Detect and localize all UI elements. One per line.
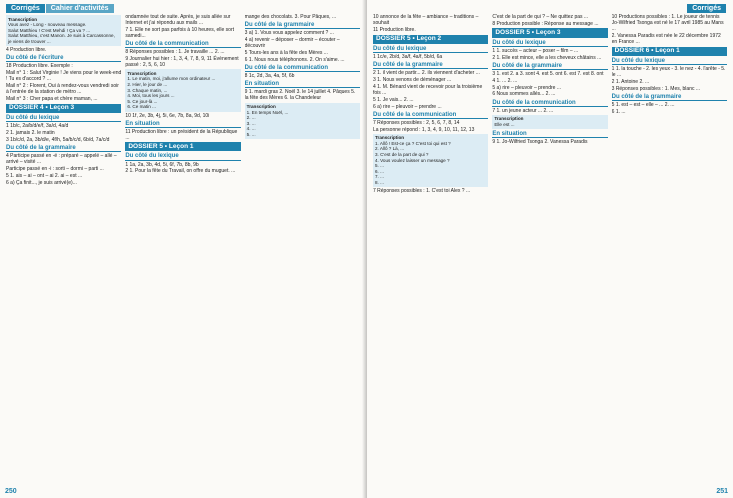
transcription-line: Vous avez - Long - nouveau message. (8, 22, 87, 28)
answer-paragraph: 4 Production libre. (6, 46, 47, 53)
transcription-title: Transcription (494, 116, 524, 122)
answer-paragraph: 9 1. mardi gras 2. Noël 3. le 14 juillet 4. Pâques 5. la fête des Mères 6. la Chandeleur (244, 89, 356, 102)
dossier-heading: DOSSIER 5 • Leçon 3 (492, 28, 607, 37)
answer-paragraph: 3 a) 1. Vous vous appelez comment ? ... (244, 30, 334, 37)
answer-paragraph: C'est de la part de qui ? – Ne quittez pas ... (492, 14, 589, 20)
answer-paragraph: 8 Production possible : Réponse au message ... (492, 20, 599, 27)
right-columns (373, 14, 727, 484)
answer-paragraph: ondamnée tout de suite. Après, je suis allée sur Internet et j'ai répondu aux mails ... (125, 14, 231, 27)
answer-paragraph: 3 1. Nous venons de déménager ... (373, 76, 452, 83)
answer-paragraph: 2. Vanessa Paradis est née le 22 décembre 1972 en France ... (611, 33, 721, 46)
answer-paragraph: 6 a) Ça finit..., je suis arrivé(e)... (6, 179, 77, 186)
transcription-line: 5. ... (246, 131, 256, 137)
transcription-line: 2. Hier, le jour de ... (127, 82, 168, 88)
transcription-line: Salut Matthieu, c'est Manon. Je suis à Carcassonne, je viens de trouver ... (8, 33, 115, 44)
answer-paragraph: 18 Production libre. Exemple : (6, 63, 73, 70)
answer-paragraph: 4 Participe passé en -é : préparé – appelé – allé – arrivé – visité ... (6, 152, 117, 165)
answer-paragraph: 8 Réponses possibles : 1. Je travaille ... 2. ... (125, 49, 225, 56)
left-page (0, 0, 366, 498)
answer-paragraph: 5 1. Je vais... 2. ... (373, 96, 414, 103)
answer-paragraph: 4 1. ... 2. ... (492, 77, 518, 84)
section-heading: Du côté de la grammaire (6, 145, 121, 152)
transcription-line: 4. Moi, tous les jours ... (127, 93, 175, 99)
answer-paragraph: 6 a) rire – pleuvoir – prendre ... (373, 103, 442, 110)
answer-paragraph: 1 1b/c, 2a/b/d/e/f, 3a/d, 4a/d (6, 122, 69, 129)
answer-paragraph: 3 1b/c/d, 2a, 3b/d/e, 4f/h, 5a/b/c/d, 6b/d, 7a/c/d (6, 136, 110, 143)
dossier-heading: DOSSIER 6 • Leçon 1 (612, 47, 727, 56)
header-tab-cahier: Cahier d'activités (46, 4, 114, 13)
right-col-3 (612, 14, 727, 484)
section-heading: Du côté de la communication (125, 41, 240, 48)
transcription-title: Transcription (375, 135, 405, 141)
answer-paragraph: 3 1. est 2. a 3. sont 4. est 5. ont 6. est 7. est 8. ont (492, 70, 604, 77)
transcription-line: 7. ... (375, 174, 384, 180)
answer-paragraph: 5 1. est – est – elle – ... 2. ... (611, 102, 675, 109)
answer-paragraph: 2 1. il vient de partir... 2. ils viennent d'acheter ... (373, 69, 480, 76)
answer-paragraph: 7 1. un jeune acteur ... 2. ... (492, 107, 554, 114)
left-columns (6, 14, 360, 484)
answer-paragraph: 2 1. Pour la fête du Travail, on offre du muguet. ... (125, 168, 236, 175)
dossier-heading: DOSSIER 5 • Leçon 1 (125, 142, 240, 151)
answer-paragraph: 1 1. succès – acteur – poser – film – ... (492, 47, 579, 54)
right-header-tabs (687, 4, 727, 13)
answer-paragraph: 10 1f, 2e, 3b, 4j, 5i, 6e, 7b, 8a, 9d, 10i (125, 112, 210, 119)
answer-paragraph: 4 1. M. Bénard vient de recevoir pour la troisième fois ... (373, 83, 483, 96)
transcription-box (245, 103, 360, 140)
answer-paragraph: 7 Réponses possibles : 1. C'est toi Alex ? ... (373, 188, 471, 195)
dossier-heading: DOSSIER 5 • Leçon 2 (373, 35, 488, 44)
transcription-line: 8. ... (375, 180, 384, 186)
transcription-title: Transcription (246, 104, 276, 110)
answer-paragraph: 11 Production libre. (373, 26, 416, 33)
answer-paragraph: 9 1. Jo-Wilfried Tsonga 2. Vanessa Paradis (492, 138, 588, 145)
page-number-left: 250 (5, 488, 17, 495)
answer-paragraph: 5 a) rire – pleuvoir – prendre ... (492, 84, 561, 91)
transcription-box (492, 115, 607, 129)
answer-paragraph: 10 annonce de la fête – ambiance – traditions – souhait (373, 14, 479, 27)
page-number-right: 251 (716, 488, 728, 495)
answer-paragraph: 5 Tours-les ans à la fête des Mères ... (244, 50, 328, 57)
transcription-title: Transcription (8, 16, 38, 22)
section-heading: Du côté de la grammaire (245, 22, 360, 29)
section-heading: Du côté de la communication (373, 112, 488, 119)
transcription-box (6, 15, 121, 46)
section-heading: En situation (492, 131, 607, 138)
section-heading: Du côté de la grammaire (612, 94, 727, 101)
transcription-line: 4. ... (246, 126, 256, 132)
answer-paragraph: Mail n° 2 : Florent, Oui à rendez-vous vendredi soir à l'entrée de la station de métro ... (6, 83, 119, 96)
section-heading: Du côté de la grammaire (492, 63, 607, 70)
answer-paragraph: 5 1. ais – ai – ont – ai 2. ai – est ... (6, 172, 83, 179)
left-col-1 (6, 14, 121, 484)
answer-paragraph: 2 1. Elle est mince, elle a les cheveux châtains ... (492, 54, 602, 61)
answer-paragraph: 2 1. Antoine 2. ... (611, 78, 650, 85)
transcription-line: 5. ... (375, 163, 384, 169)
transcription-line: Elle est ... (494, 121, 515, 127)
answer-paragraph: 3 Réponses possibles : 1. Mes, blanc ... (611, 85, 701, 92)
answer-paragraph: 2 1. jamais 2. le matin (6, 129, 55, 136)
transcription-title: Transcription (127, 70, 157, 76)
answer-paragraph: 1 1a, 2a, 3b, 4d, 5i, 6f, 7b, 8b, 9b (125, 161, 199, 168)
section-heading: En situation (245, 81, 360, 88)
transcription-line: 1. En temps Noël, ... (246, 109, 289, 115)
answer-paragraph: 10 Productions possibles : 1. Le joueur de tennis Jo-Wilfried Tsonga est né le 17 avril 1985 au Mans ... (611, 14, 724, 33)
answer-paragraph: 6 1. Nous nous téléphonons. 2. On s'aime. ... (244, 56, 345, 63)
transcription-line: 5. Ce jour-là ... (127, 98, 158, 104)
transcription-line: 1. Allô ! Est-ce ça ? C'est toi qui est ? (375, 140, 451, 146)
section-heading: Du côté du lexique (612, 58, 727, 65)
answer-paragraph: 1 1. la touche - 2. les yeux - 3. le nez - 4. l'arête - 5. le ... (611, 65, 726, 79)
answer-paragraph: 11 Production libre : un président de la République ... (125, 128, 238, 141)
section-heading: En situation (125, 121, 240, 128)
transcription-box (125, 69, 240, 111)
answer-paragraph: 9 Journalier hui hier : 1, 3, 4, 7, 8, 9, 11 Évènement passé : 2, 5, 6, 10 (125, 56, 239, 69)
answer-paragraph: 7 Réponses possibles : 2, 5, 6, 7, 8, 14 (373, 119, 460, 126)
answer-paragraph: Mail n° 1 : Salut Virginie ! Je viens pour le week-end ! Tu es d'accord ? ... (6, 70, 122, 83)
answer-paragraph: 7 1. Elle ne sort pas parfois à 10 heures, elle sort samedi... (125, 26, 234, 40)
answer-paragraph: 6 Nous sommes allés... 2. ... (492, 91, 556, 98)
transcription-line: 3. C'est de la part de qui ? (375, 152, 429, 158)
section-heading: Du côté du lexique (125, 153, 240, 160)
transcription-line: 1. Le matin, moi, j'allume mon ordinateur ... (127, 76, 216, 82)
section-heading: Du côté de la grammaire (373, 62, 488, 69)
section-heading: Du côté de l'écriture (6, 55, 121, 62)
left-col-2 (125, 14, 240, 484)
section-heading: Du côté de la communication (245, 65, 360, 72)
answer-paragraph: mange des chocolats. 3. Pour Pâques, ... (244, 14, 337, 20)
transcription-line: 6. ... (375, 168, 384, 174)
answer-paragraph: 4 a) revenir – déposer – dormir – écouter – découvrir (244, 37, 340, 50)
answer-paragraph: 8 1c, 2d, 3a, 4a, 5f, 6b (244, 73, 295, 80)
answer-paragraph: 6 1. ... (611, 108, 626, 115)
transcription-line: Salut Matthieu ! C'est Mehdi ! Ça va ? ... (8, 27, 91, 33)
header-tab-corriges: Corrigés (6, 4, 45, 13)
transcription-line: 3. Chaque matin, ... (127, 87, 168, 93)
section-heading: Du côté du lexique (492, 40, 607, 47)
right-col-2 (492, 14, 607, 484)
transcription-line: 2. Allô ? Là, ... (375, 146, 405, 152)
dossier-heading: DOSSIER 4 • Leçon 3 (6, 104, 121, 113)
right-page (367, 0, 733, 498)
transcription-line: 3. ... (246, 120, 256, 126)
section-heading: Du côté du lexique (373, 46, 488, 53)
left-header-tabs (6, 4, 115, 13)
transcription-line: 6. Ce matin ... (127, 104, 156, 110)
transcription-line: 2. ... (246, 115, 256, 121)
answer-paragraph: Participe passé en -i : sorti – dormi – parti ... (6, 165, 104, 172)
left-col-3 (245, 14, 360, 484)
answer-paragraph: La personne répond : 1, 3, 4, 9, 10, 11, 12, 13 (373, 126, 475, 133)
transcription-box (373, 134, 488, 187)
section-heading: Du côté du lexique (6, 115, 121, 122)
answer-paragraph: Mail n° 3 : Cher papa et chère maman, ... (6, 96, 98, 103)
header-tab-corriges-right: Corrigés (687, 4, 726, 13)
answer-paragraph: 1 1c/e, 2b/d, 3a/f, 4a/f, 5b/d, 6a (373, 53, 443, 60)
right-col-1 (373, 14, 488, 484)
section-heading: Du côté de la communication (492, 100, 607, 107)
transcription-line: 4. Vous voulez laisser un message ? (375, 157, 450, 163)
